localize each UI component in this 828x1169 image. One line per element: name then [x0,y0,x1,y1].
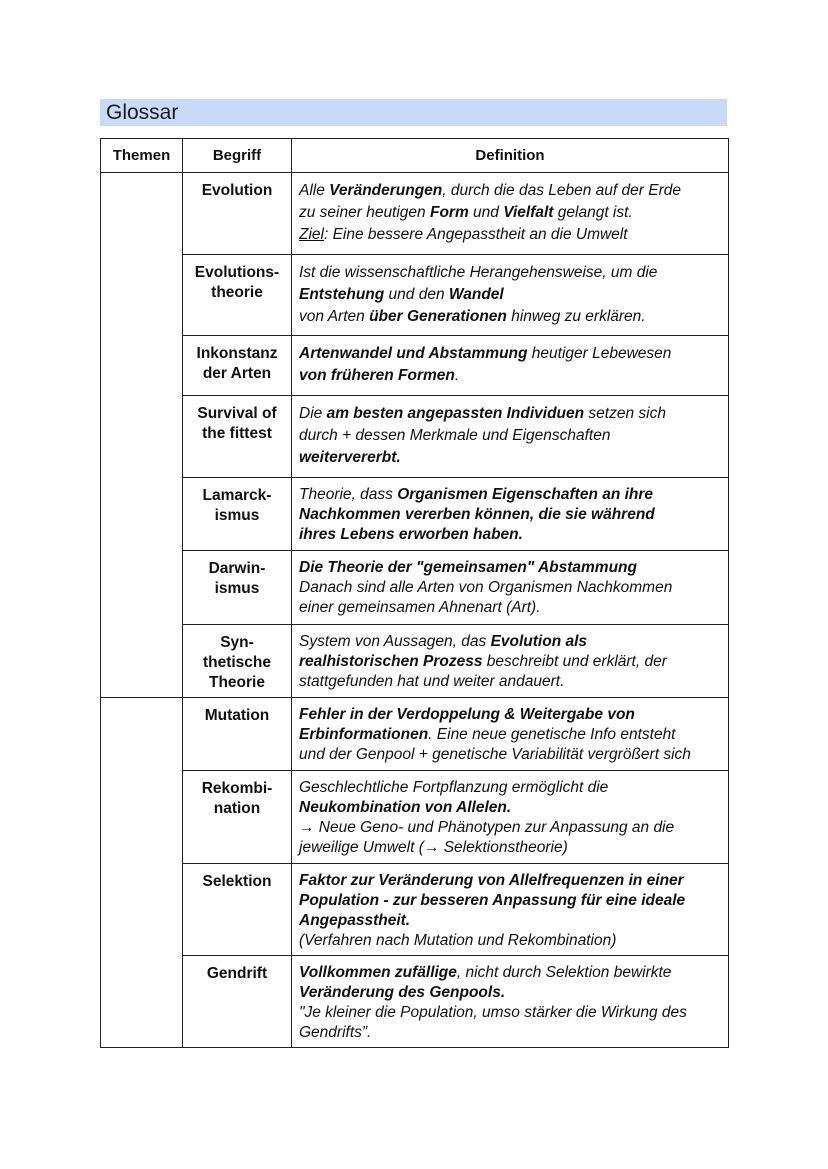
definition-text: zu seiner heutigen [299,204,430,221]
begriff-text: Inkonstanz [196,345,278,362]
definition-cell [292,625,729,698]
bold-term: Evolution als [490,633,588,650]
bold-term: Veränderung des Genpools. [299,984,506,1001]
begriff-cell [183,396,292,478]
header-begriff: Begriff [183,139,292,173]
definition-line [299,632,722,652]
definition-line [299,963,722,983]
underlined-term: Ziel [299,226,324,243]
begriff-text: Selektion [202,873,272,890]
definition-line [299,558,722,578]
bold-term: ihres Lebens erworben haben. [299,526,523,543]
definition-line [299,306,722,328]
table-row [101,478,729,551]
definition-text: und der Genpool + genetische Variabilität vergrößert sich [299,746,691,763]
definition-text: beschreibt und erklärt, der [482,653,667,670]
definition-text: und [468,204,504,221]
themen-cell [101,698,183,1048]
definition-line [299,343,722,365]
definition-text: und den [384,286,449,303]
begriff-text: Evolutions- [194,264,280,281]
definition-line [299,425,722,447]
definition-text: System von Aussagen, das [299,633,491,650]
definition-line [299,202,722,224]
table-row [101,173,729,255]
definition-cell [292,336,729,396]
definition-text: stattgefunden hat und weiter andauert. [299,673,565,690]
definition-line [299,525,722,545]
bold-term: Form [429,204,469,221]
bold-term: Erbinformationen [299,726,429,743]
definition-cell [292,478,729,551]
begriff-text: Lamarck- [202,487,272,504]
begriff-text: Evolution [201,182,273,199]
definition-cell [292,396,729,478]
definition-text: Danach sind alle Arten von Organismen Nachkommen [299,579,673,596]
bold-term: Neukombination von Allelen. [299,799,512,816]
definition-text: Die [299,405,327,422]
definition-line [299,365,722,387]
definition-line [299,598,722,618]
bold-term: über Generationen [369,308,507,325]
glossary-heading-bar [100,99,727,126]
begriff-cell [183,336,292,396]
definition-text: einer gemeinsamen Ahnenart (Art). [299,599,541,616]
begriff-cell [183,255,292,336]
definition-text: Ist die wissenschaftliche Herangehensweise, um die [299,264,658,281]
definition-text: : Eine bessere Angepasstheit an die Umwelt [323,226,628,243]
bold-term: Population - zur besseren Anpassung für eine ideale [299,892,686,909]
begriff-text: Gendrift [206,965,268,982]
begriff-cell [183,625,292,698]
definition-text: . Eine neue genetische Info entsteht [428,726,676,743]
definition-cell [292,551,729,625]
definition-line [299,224,722,246]
definition-cell [292,956,729,1048]
definition-cell [292,864,729,956]
bold-term: von früheren Formen [299,367,455,384]
table-row [101,255,729,336]
begriff-cell [183,551,292,625]
begriff-text: Mutation [204,707,270,724]
bold-term: Organismen Eigenschaften an ihre [397,486,654,503]
bold-term: Nachkommen vererben können, die sie während [299,506,655,523]
definition-text: → Neue Geno- und Phänotypen zur Anpassung an die [299,819,675,836]
begriff-cell [183,173,292,255]
definition-line [299,798,722,818]
bold-term: Vielfalt [503,204,554,221]
table-row [101,956,729,1048]
definition-line [299,705,722,725]
bold-term: am besten angepassten Individuen [326,405,585,422]
definition-line [299,578,722,598]
definition-text: Theorie, dass [299,486,398,503]
definition-line [299,911,722,931]
table-row [101,396,729,478]
definition-text: "Je kleiner die Population, umso stärker die Wirkung des [299,1004,687,1021]
definition-line [299,983,722,1003]
table-row [101,698,729,771]
begriff-text: Syn- [220,634,254,651]
definition-line [299,262,722,284]
glossary-title: Glossar [106,101,179,124]
definition-line [299,725,722,745]
definition-text: , durch die das Leben auf der Erde [442,182,681,199]
definition-line [299,778,722,798]
bold-term: Angepasstheit. [299,912,411,929]
definition-text: Gendrifts”. [299,1024,372,1041]
bold-term: Wandel [448,286,504,303]
definition-text: durch + dessen Merkmale und Eigenschaften [299,427,611,444]
begriff-cell [183,956,292,1048]
definition-cell [292,698,729,771]
table-row [101,864,729,956]
table-header-row [101,139,729,173]
table-row [101,336,729,396]
definition-line [299,838,722,858]
definition-text: heutiger Lebewesen [527,345,672,362]
definition-line [299,1023,722,1043]
table-row [101,625,729,698]
glossary-body [101,173,729,1048]
definition-text: , nicht durch Selektion bewirkte [456,964,672,981]
begriff-text: nation [213,800,261,817]
begriff-text: theorie [211,284,263,301]
definition-line [299,505,722,525]
begriff-text: Theorie [209,674,265,691]
begriff-text: ismus [214,507,260,524]
definition-cell [292,173,729,255]
table-row [101,771,729,864]
themen-cell [101,173,183,698]
definition-cell [292,255,729,336]
definition-text: Alle [299,182,330,199]
definition-line [299,1003,722,1023]
bold-term: realhistorischen Prozess [299,653,483,670]
bold-term: weitervererbt. [299,449,401,466]
header-definition: Definition [292,139,729,173]
definition-line [299,485,722,505]
definition-line [299,447,722,469]
definition-text: . [454,367,460,384]
definition-text: von Arten [299,308,370,325]
definition-text: (Verfahren nach Mutation und Rekombination) [299,932,617,949]
bold-term: Vollkommen zufällige [299,964,457,981]
bold-term: Artenwandel und Abstammung [299,345,528,362]
definition-cell [292,771,729,864]
definition-line [299,931,722,951]
definition-line [299,672,722,692]
definition-line [299,284,722,306]
begriff-cell [183,698,292,771]
bold-term: Faktor zur Veränderung von Allelfrequenzen in einer [299,872,684,889]
bold-term: Veränderungen [329,182,443,199]
begriff-cell [183,771,292,864]
begriff-cell [183,478,292,551]
begriff-cell [183,864,292,956]
definition-line [299,891,722,911]
definition-line [299,818,722,838]
begriff-text: the fittest [202,425,272,442]
definition-line [299,745,722,765]
definition-text: jeweilige Umwelt (→ Selektionstheorie) [299,839,568,856]
bold-term: Fehler in der Verdoppelung & Weitergabe von [299,706,635,723]
begriff-text: thetische [202,654,272,671]
definition-line [299,403,722,425]
definition-line [299,652,722,672]
begriff-text: Survival of [197,405,277,422]
begriff-text: Darwin- [208,560,266,577]
begriff-text: Rekombi- [201,780,273,797]
definition-text: gelangt ist. [553,204,633,221]
glossary-table [100,138,729,1048]
bold-term: Die Theorie der "gemeinsamen" Abstammung [299,559,637,576]
bold-term: Entstehung [299,286,385,303]
definition-text: hinweg zu erklären. [506,308,646,325]
begriff-text: ismus [214,580,260,597]
table-row [101,551,729,625]
definition-text: setzen sich [584,405,666,422]
definition-line [299,871,722,891]
header-themen: Themen [101,139,183,173]
definition-line [299,180,722,202]
definition-text: Geschlechtliche Fortpflanzung ermöglicht die [299,779,609,796]
begriff-text: der Arten [202,365,272,382]
